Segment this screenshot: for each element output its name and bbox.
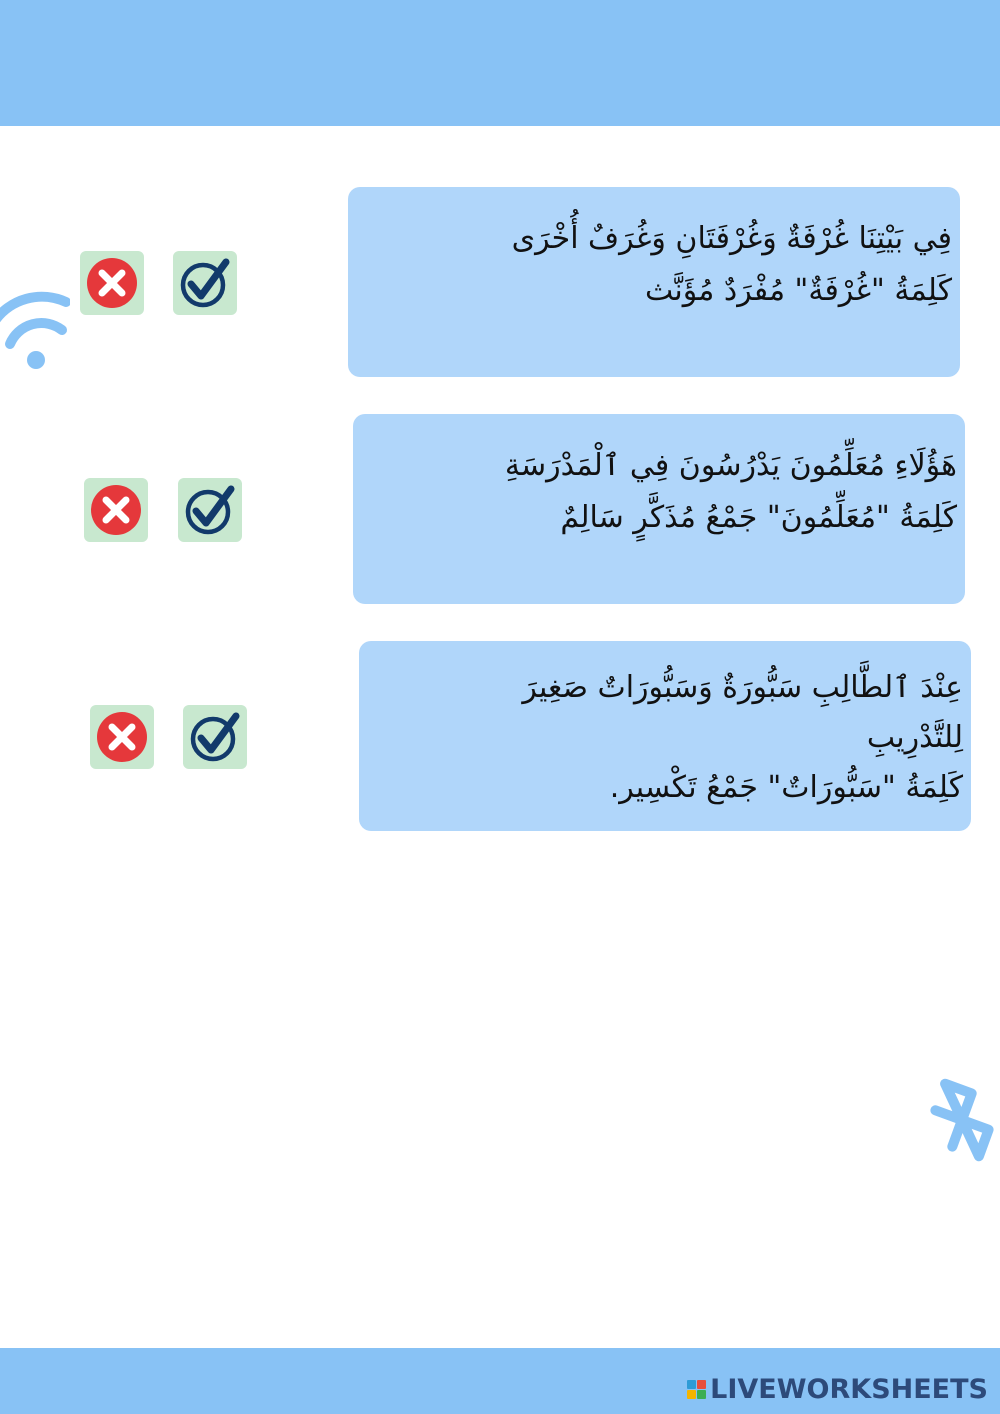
question-1-line-2: كَلِمَةُ "غُرْفَةٌ" مُفْرَدٌ مُؤَنَّث bbox=[644, 273, 952, 308]
wrong-button-1[interactable] bbox=[80, 251, 144, 315]
bluetooth-icon bbox=[922, 1070, 1000, 1170]
correct-button-1[interactable] bbox=[173, 251, 237, 315]
question-1-line-1: فِي بَيْتِنَا غُرْفَةٌ وَغُرْفَتَانِ وَغُرَفٌ أُخْرَى bbox=[511, 221, 952, 256]
question-card-3 bbox=[359, 641, 971, 831]
question-3-line-3: كَلِمَةُ "سَبُّورَاتٌ" جَمْعُ تَكْسِير. bbox=[609, 770, 963, 805]
cross-icon bbox=[85, 256, 139, 310]
correct-button-3[interactable] bbox=[183, 705, 247, 769]
logo-text: LIVEWORKSHEETS bbox=[710, 1373, 988, 1405]
wifi-icon bbox=[0, 286, 70, 376]
wrong-button-2[interactable] bbox=[84, 478, 148, 542]
check-icon bbox=[188, 710, 242, 764]
question-3-line-2: لِلتَّدْرِيبِ bbox=[866, 720, 963, 755]
question-3-line-1: عِنْدَ ٱلطَّالِبِ سَبُّورَةٌ وَسَبُّورَاتٌ صَغِيرَ bbox=[522, 670, 963, 705]
cross-icon bbox=[95, 710, 149, 764]
wrong-button-3[interactable] bbox=[90, 705, 154, 769]
question-card-1 bbox=[348, 187, 960, 377]
top-banner bbox=[0, 0, 1000, 126]
cross-icon bbox=[89, 483, 143, 537]
question-2-line-1: هَؤُلَاءِ مُعَلِّمُونَ يَدْرُسُونَ فِي ٱلْمَدْرَسَةِ bbox=[504, 448, 957, 483]
check-icon bbox=[183, 483, 237, 537]
correct-button-2[interactable] bbox=[178, 478, 242, 542]
logo-mark-icon bbox=[687, 1380, 706, 1399]
question-card-2 bbox=[353, 414, 965, 604]
check-icon bbox=[178, 256, 232, 310]
liveworksheets-logo bbox=[687, 1372, 988, 1406]
question-2-line-2: كَلِمَةُ "مُعَلِّمُونَ" جَمْعُ مُذَكَّرٍ سَالِمٌ bbox=[560, 500, 957, 535]
